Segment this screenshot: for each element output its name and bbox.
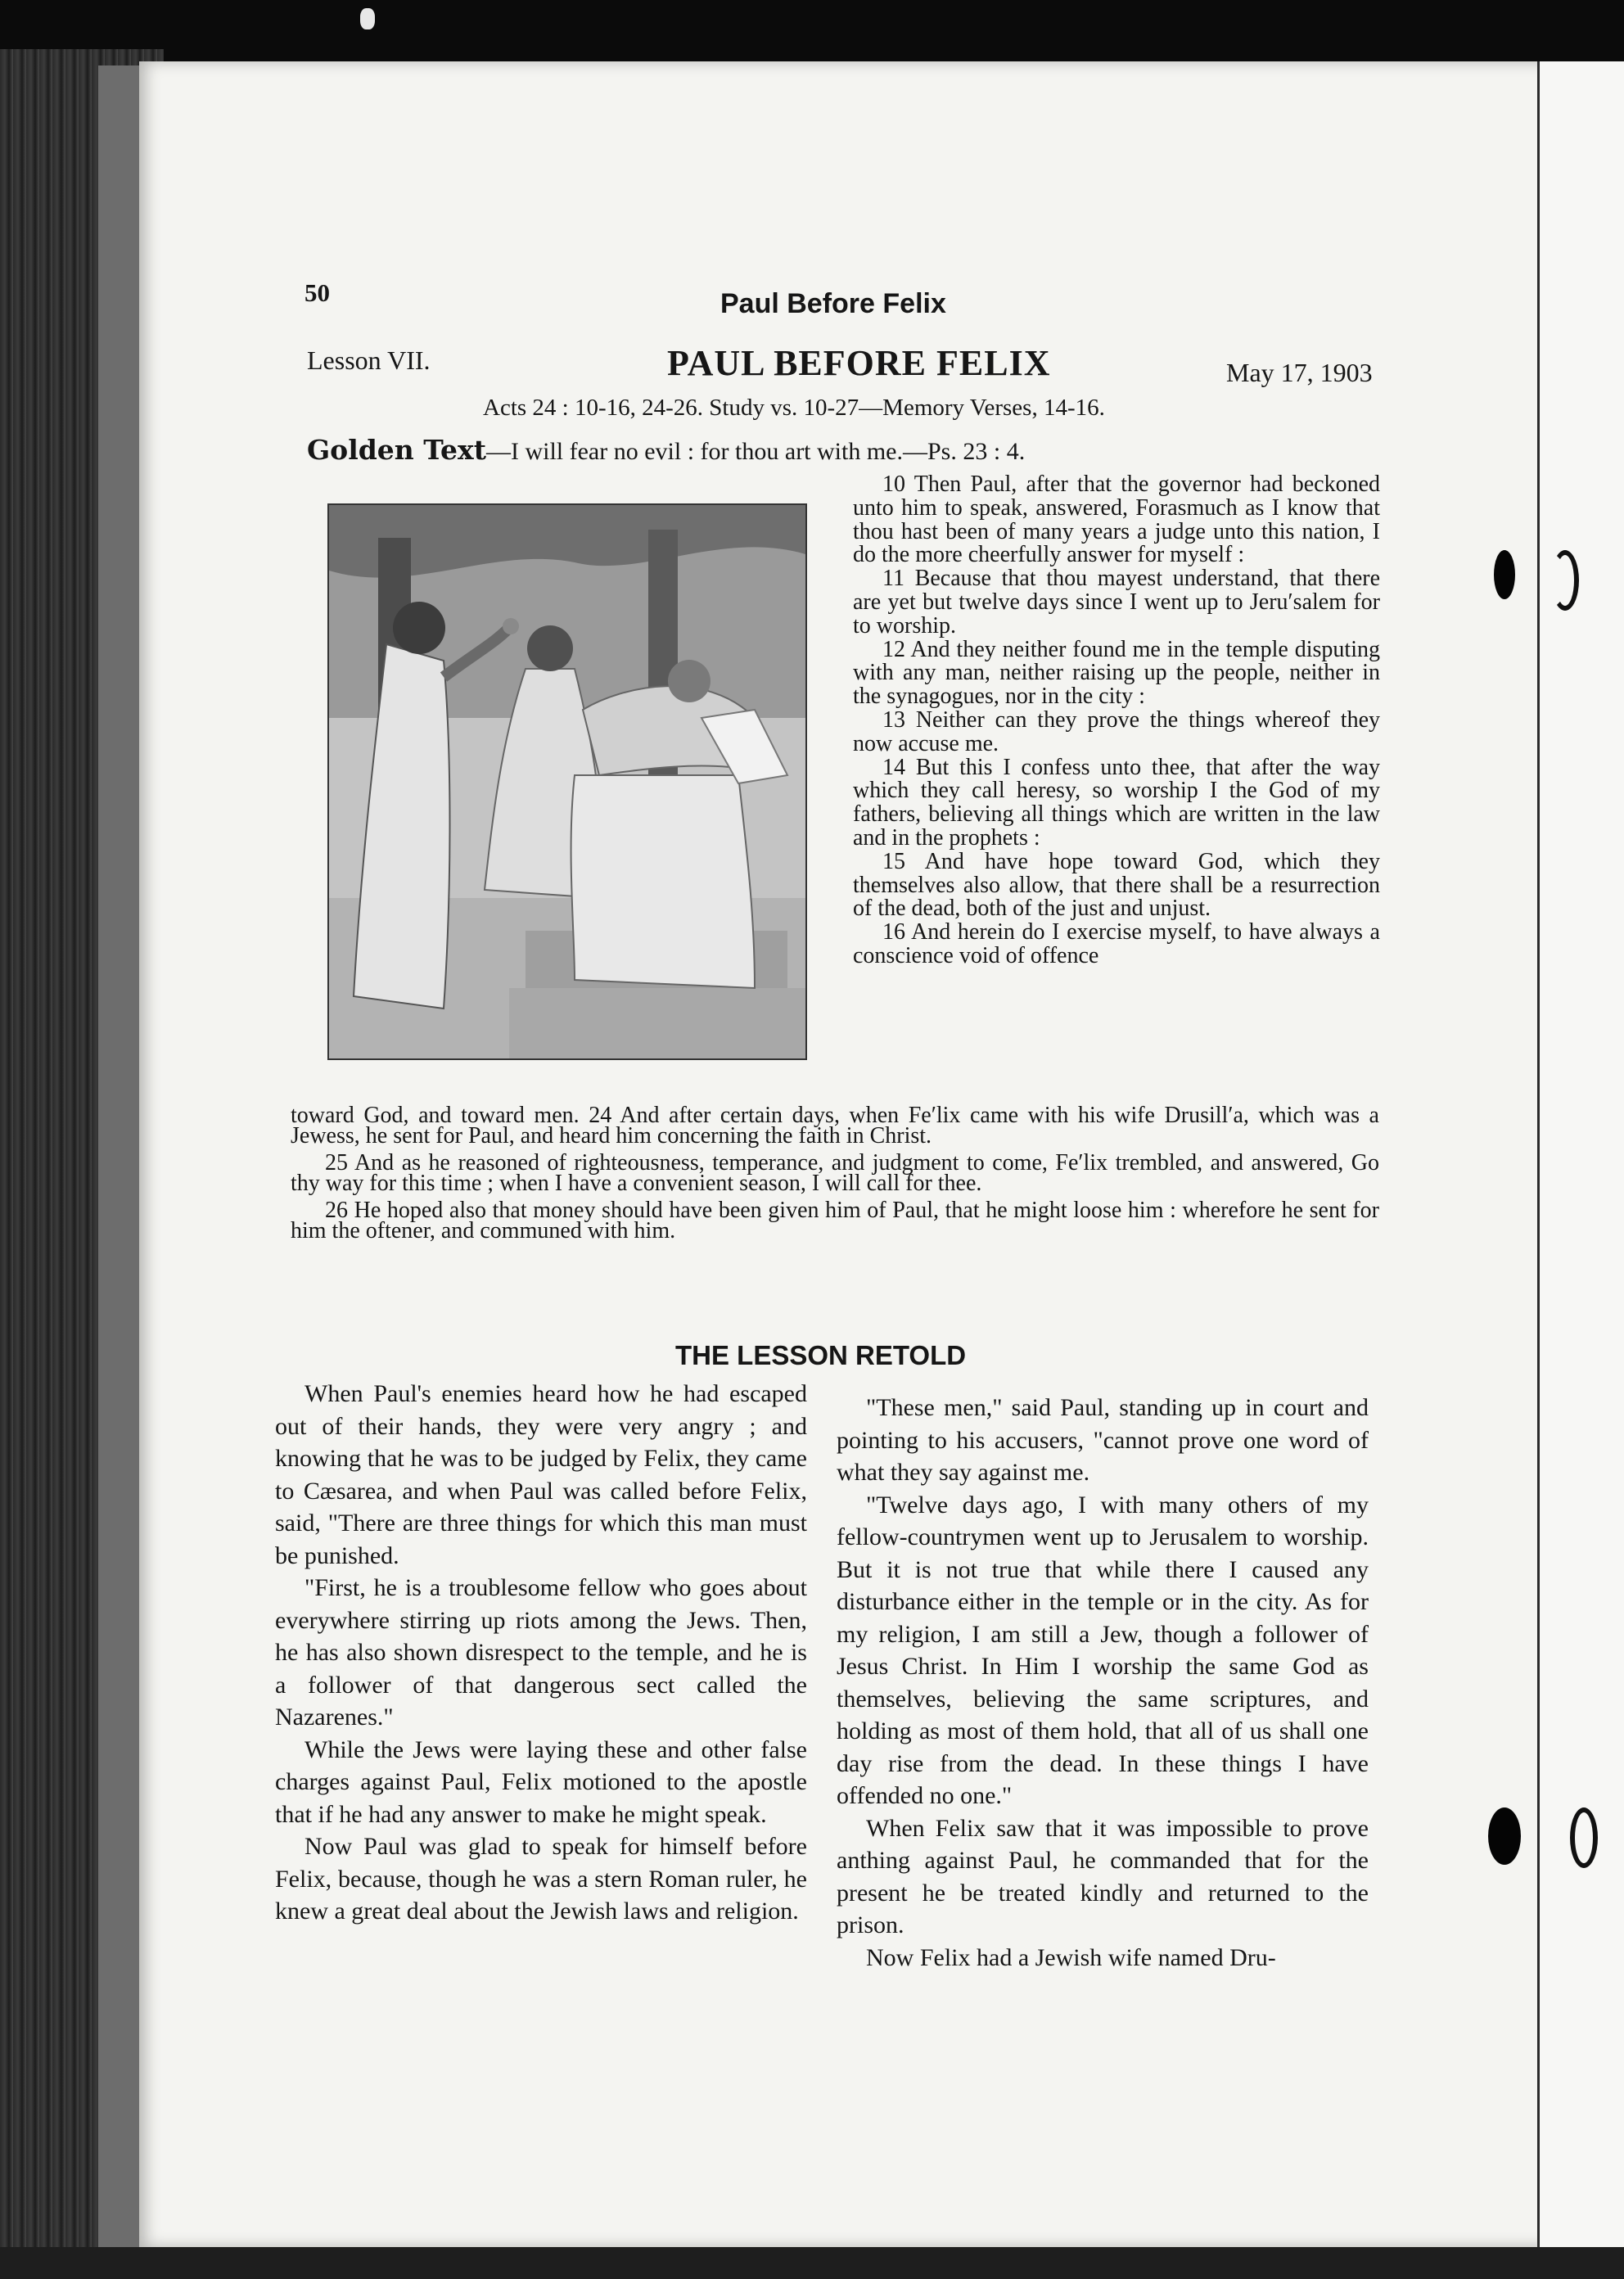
- retold-paragraph: "First, he is a troublesome fellow who goes about everywhere stirring up riots among the Jews. Then, he has also shown disrespect to the temple, and he is a follower of that dangerous sect called the Nazarenes.": [275, 1574, 807, 1731]
- binder-ring-top: [1551, 550, 1579, 611]
- verse-25: 25 And as he reasoned of righteousness, temperance, and judgment to come, Fe′lix trembled, and answered, Go thy way for this time ; when I have a convenient season, I will call for thee.: [291, 1150, 1379, 1196]
- page-number: 50: [304, 278, 330, 307]
- verse-26: 26 He hoped also that money should have been given him of Paul, that he might loose him : wherefore he sent for him the oftener, and communed with him.: [291, 1198, 1379, 1243]
- retold-paragraph: While the Jews were laying these and other false charges against Paul, Felix motioned to the apostle that if he had any answer to make he might speak.: [275, 1735, 807, 1828]
- lesson-label: Lesson VII.: [307, 345, 431, 375]
- verse-10: 10 Then Paul, after that the governor had beckoned unto him to speak, answered, Forasmuch as I know that thou hast been of many years a judge unto this nation, I do the more cheerfully answer for myself :: [853, 472, 1380, 568]
- retold-paragraph: "These men," said Paul, standing up in court and pointing to his accusers, "cannot prove one word of what they say against me.: [837, 1394, 1369, 1486]
- verse-16: 16 And herein do I exercise myself, to have always a conscience void of offence: [853, 919, 1380, 968]
- retold-left-column: [275, 1378, 807, 1928]
- binder-hole-bottom: [1488, 1807, 1521, 1865]
- binder-hole-top: [1494, 550, 1515, 599]
- scan-bottom-border: [0, 2247, 1624, 2279]
- lesson-retold-heading: THE LESSON RETOLD: [675, 1340, 967, 1370]
- verse-16-24-continued: toward God, and toward men. 24 And after certain days, when Fe′lix came with his wife Drusill′a, which was a Jewess, he sent for Paul, and heard him concerning the faith in Christ.: [291, 1103, 1379, 1149]
- scripture-reference: Acts 24 : 10-16, 24-26. Study vs. 10-27—Memory Verses, 14-16.: [483, 395, 1105, 421]
- right-page-edge: [1537, 61, 1624, 2279]
- golden-text-body: —I will fear no evil : for thou art with me.—Ps. 23 : 4.: [485, 438, 1026, 465]
- golden-text-label: Golden Text: [307, 434, 486, 466]
- retold-paragraph: When Paul's enemies heard how he had escaped out of their hands, they were very angry ; and knowing that he was to be judged by Felix, they came to Cæsarea, and when Paul was called before Felix, said, "There are three things for which this man must be punished.: [275, 1380, 807, 1569]
- retold-right-column: [837, 1392, 1369, 1974]
- binder-ring-bottom: [1570, 1807, 1598, 1868]
- retold-paragraph: "Twelve days ago, I with many others of my fellow-countrymen went up to Jerusalem to worship. But it is not true that while there I caused any disturbance either in the temple or in the city. As for my religion, I am still a Jew, though a follower of Jesus Christ. In Him I worship the same God as themselves, believing the same scriptures, and holding as most of them hold, that all of us shall one day rise from the dead. In these things I have offended no one.": [837, 1491, 1369, 1809]
- verse-12: 12 And they neither found me in the temple disputing with any man, neither raising up the people, neither in the synagogues, nor in the city :: [853, 636, 1380, 710]
- verse-13: 13 Neither can they prove the things whereof they now accuse me.: [853, 706, 1380, 756]
- verse-15: 15 And have hope toward God, which they themselves also allow, that there shall be a resurrection of the dead, both of the just and unjust.: [853, 848, 1380, 922]
- retold-paragraph: Now Paul was glad to speak for himself before Felix, because, though he was a stern Roman ruler, he knew a great deal about the Jewish laws and religion.: [275, 1833, 807, 1925]
- retold-paragraph: When Felix saw that it was impossible to prove anthing against Paul, he commanded that for the present he be treated kindly and returned to the prison.: [837, 1814, 1369, 1938]
- verse-11: 11 Because that thou mayest understand, that there are yet but twelve days since I went up to Jeru′salem for to worship.: [853, 566, 1380, 639]
- lesson-title: PAUL BEFORE FELIX: [667, 343, 1051, 383]
- scan-dust-speck: [360, 8, 375, 29]
- running-title: Paul Before Felix: [720, 288, 946, 319]
- retold-paragraph: Now Felix had a Jewish wife named Dru-: [866, 1943, 1276, 1971]
- illustration-paul-before-felix: [327, 503, 807, 1060]
- verses-wide: [291, 1105, 1379, 1248]
- verse-14: 14 But this I confess unto thee, that after the way which they call heresy, so worship I the God of my fathers, believing all things which are written in the law and in the prophets :: [853, 754, 1380, 851]
- scan-top-border: [0, 0, 1624, 65]
- lesson-date: May 17, 1903: [1226, 358, 1373, 387]
- golden-text: [307, 434, 1025, 466]
- verses-column: [853, 473, 1380, 968]
